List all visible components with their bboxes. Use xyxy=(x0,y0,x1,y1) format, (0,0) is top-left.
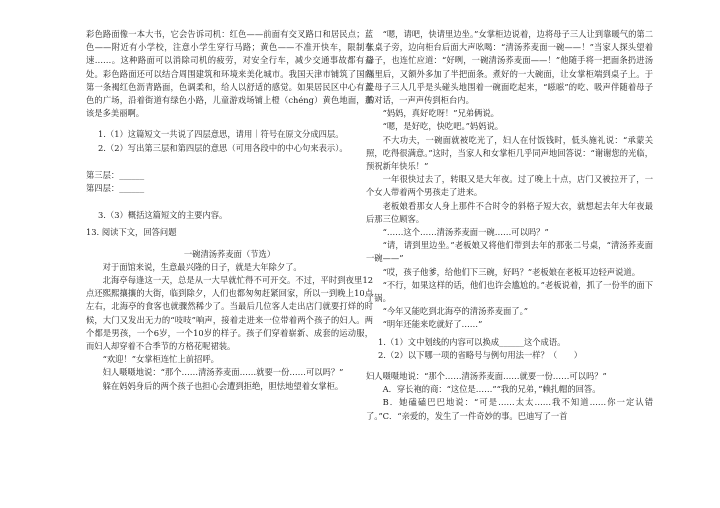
story-paragraph: “……这个……清汤荞麦面一碗……可以吗？” xyxy=(382,227,549,238)
story-paragraph: “哎，孩子他爹，给他们下三碗，好吗？”老板娘在老板耳边轻声说道。 xyxy=(382,266,640,277)
story-paragraph: “嗯，是好吃，快吃吧。”妈妈说。 xyxy=(382,121,504,132)
question-2: 2.（2）写出第三层和第四层的意思（可用各段中的中心句来表示）。 xyxy=(98,142,348,153)
option-a[interactable]: A．穿长袍的商：“这位是……”“我的兄弟，”赖扎帽的回答。 xyxy=(382,384,601,395)
option-b[interactable]: B．她磕磕巴巴地说：“可是……太太……我不知道……你一定认错了。”C．“亲爱的，发生了一件奇妙的事。巴迪写了一首 xyxy=(366,397,653,421)
story-paragraph: 妇人嗫嗫地说：“那个……清汤荞麦面……就要一份……可以吗？” xyxy=(102,367,344,378)
story-paragraph: “今年又能吃到北海亭的清汤荞麦面了。” xyxy=(382,306,528,317)
answer-layer-3 xyxy=(86,169,373,182)
story-paragraph: “妈妈，真好吃呀！”兄弟俩说。 xyxy=(382,108,499,119)
right-question-2: 2.（2）以下哪一项的省略号与例句用法一样？（ ） xyxy=(378,349,583,360)
answer-layer-4 xyxy=(86,182,373,195)
layer-4-label: 第四层： xyxy=(86,183,120,194)
story-paragraph: “不行，如果这样的话，他们也许会尴尬的。”老板说着，抓了一份半的面下了锅。 xyxy=(366,279,653,304)
section-13-heading: 13. 阅读下文，回答问题 xyxy=(86,227,177,238)
story-paragraph: 北海亭每逢这一天，总是从一大早就忙得不可开交。不过，平时到夜里12点还熙熙攘攘的大街，临到除夕，人们也都匆匆赶紧回家，所以一到晚上10点左右，北海亭的食客也就骤然稀少了。当最后几位客人走出店门就要打烊的时候，大门又发出无力的“吱吱”响声，接着走进来一位带着两个孩子的妇人。两个都是男孩，一个6岁，一个10岁的样子。孩子们穿着崭新、成套的运动服，而妇人却穿着不合季节的方格花呢裙装。 xyxy=(86,275,373,352)
story-paragraph: 躲在妈妈身后的两个孩子也担心会遭到拒绝，胆怯地望着女掌柜。 xyxy=(102,380,344,391)
story-paragraph: 不大功夫，一碗面就被吃光了，妇人在付饭钱时，低头施礼说：“承蒙关照，吃得很满意。”这时，当家人和女掌柜几乎同声地回答说：“谢谢您的光临，预祝新年快乐！” xyxy=(366,134,653,172)
passage-paragraph: 彩色路面像一本大书，它会告诉司机：红色——前面有交叉路口和居民点；蓝色——附近有小学校，注意小学生穿行马路；黄色——不准开快车，限制车速……。这种路面可以消除司机的疲劳，对安全行车，减少交通事故都有益处。彩色路面还可以结合周围建筑和环境来美化城市。我国天津市铺筑了国内第一条褐红色沥青路面，色调柔和，给人以舒适的感觉。如果居民区中心有蓝色的广场，沿着街道有绿色小路，儿童游戏场铺上橙（chéng）黄色地面，那该是多美丽啊。 xyxy=(86,29,373,119)
left-column xyxy=(86,28,373,393)
story-paragraph: 一年很快过去了，转眼又是大年夜。过了晚上十点，店门又被拉开了，一个女人带着两个男孩走了进来。 xyxy=(366,174,653,198)
layer-3-label: 第三层： xyxy=(86,169,120,180)
layer-3-blank[interactable]: ______ xyxy=(119,169,145,180)
story-paragraph: “明年还能来吃就好了……” xyxy=(382,319,483,330)
question-1: 1.（1）这篇短文一共说了四层意思，请用｜符号在原文分成四层。 xyxy=(98,129,344,140)
story-paragraph: “请，请到里边坐。”老板娘又将他们带到去年的那张二号桌，“清汤荞麦面一碗——” xyxy=(366,240,653,264)
story-paragraph: “欢迎！”女掌柜连忙上前招呼。 xyxy=(102,354,219,365)
story-paragraph: 对于面馆来说，生意最兴隆的日子，就是大年除夕了。 xyxy=(102,261,302,272)
question-3: 3.（3）概括这篇短文的主要内容。 xyxy=(98,210,228,221)
question-example: 妇人嗫嗫地说：“那个……清汤荞麦面……就要一份……可以吗？” xyxy=(366,371,607,382)
story-paragraph: “嗯，请吧，快请里边坐。”女掌柜边说着，边将母子三人让到靠暖气的第二张桌子旁，边向柜台后面大声吆喝：“清汤荞麦面一碗——！”当家人探头望着母子，也连忙应道：“好咧，一碗清汤荞麦面——！”他随手将一把面条扔进汤锅里后，又额外多加了半把面条。煮好的一大碗面，让女掌柜端到桌子上。于是母子三人几乎是头碰头地围着一碗面吃起来，“嗞嗞”的吃、吸声伴随着母子的对话，一声声传到柜台内。 xyxy=(366,29,653,106)
right-column xyxy=(366,28,653,423)
right-question-1: 1.（1）文中划线的内容可以换成______这个成语。 xyxy=(378,336,566,347)
passage-title: 一碗清汤荞麦面（节选） xyxy=(183,248,276,259)
layer-4-blank[interactable]: ______ xyxy=(119,183,145,194)
story-paragraph: 老板娘看那女人身上那件不合时令的斜格子短大衣，就想起去年大年夜最后那三位顾客。 xyxy=(366,200,653,224)
